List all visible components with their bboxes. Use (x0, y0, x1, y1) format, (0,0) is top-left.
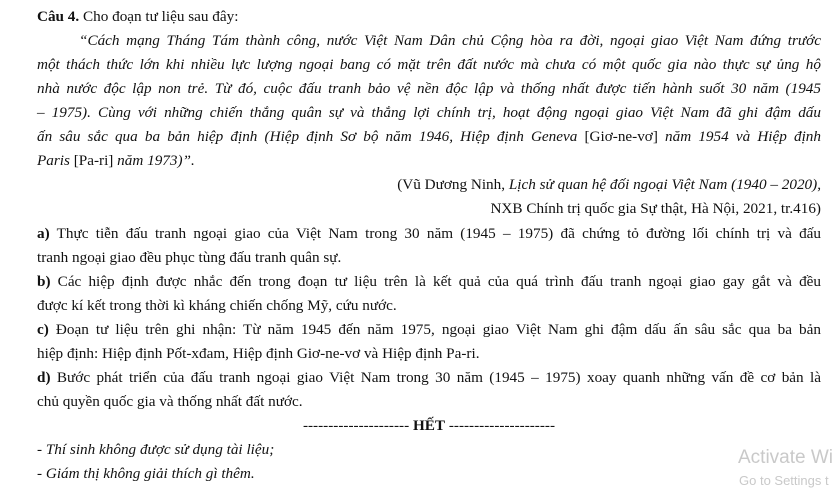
statement-d-text-2: chủ quyền quốc gia và thống nhất đất nước. (37, 393, 303, 410)
statement-d-text-1: Bước phát triển của đấu tranh ngoại giao Việt Nam trong 30 năm (1945 – 1975) xoay quanh những vấn đề cơ bản là (50, 369, 821, 386)
quote-text-6: năm 1973)”. (113, 152, 195, 169)
statement-c-line-1 (37, 318, 821, 342)
end-marker (37, 414, 821, 438)
statement-a-text-2: tranh ngoại giao đều phục tùng đấu tranh quân sự. (37, 249, 342, 266)
note-2-text: - Giám thị không giải thích gì thêm. (37, 465, 255, 482)
activation-watermark-subtitle: Go to Settings t (739, 473, 829, 488)
quote-text-4: – 1975). Cùng với những chiến thắng quân sự và thắng lợi chính trị, hoạt động ngoại giao Việt Nam đã ghi đậm dấu (37, 104, 821, 121)
quote-text-5: ấn sâu sắc qua ba bản hiệp định (Hiệp định Sơ bộ năm 1946, Hiệp định Geneva (37, 128, 578, 145)
citation-book: Lịch sử quan hệ đối ngoại Việt Nam (1940 – 2020) (508, 176, 818, 193)
statement-b-text-2: được kí kết trong thời kì kháng chiến chống Mỹ, cứu nước. (37, 297, 397, 314)
quote-text-1: “Cách mạng Tháng Tám thành công, nước Việt Nam Dân chủ Cộng hòa ra đời, ngoại giao Việt Nam đứng trước (79, 32, 821, 49)
quote-text-paris: Paris (37, 152, 70, 169)
statement-b-line-1 (37, 270, 821, 294)
statement-a-text-1: Thực tiễn đấu tranh ngoại giao của Việt Nam trong 30 năm (1945 – 1975) đã chứng tỏ đường lối chính trị và đấu (49, 225, 821, 242)
quote-line-3 (37, 77, 821, 101)
statement-c-text-1: Đoạn tư liệu trên ghi nhận: Từ năm 1945 đến năm 1975, ngoại giao Việt Nam ghi đậm dấu ấn sâu sắc qua ba bản (48, 321, 821, 338)
quote-line-5 (37, 125, 821, 149)
statement-c-label: c) (37, 321, 49, 338)
note-1-text: - Thí sinh không được sử dụng tài liệu; (37, 441, 275, 458)
citation-comma: , (817, 176, 821, 193)
quote-pronunciation-paris: [Pa-ri] (73, 152, 114, 169)
question-heading (37, 5, 821, 29)
citation-author: (Vũ Dương Ninh, (397, 176, 509, 193)
statement-d-label: d) (37, 369, 51, 386)
end-dashes-right: --------------------- (448, 417, 556, 434)
statement-a-label: a) (37, 225, 50, 242)
quote-text-5b: năm 1954 và Hiệp định (657, 128, 821, 145)
statement-d-line-2 (37, 390, 821, 414)
quote-line-6 (37, 149, 821, 173)
activation-watermark-title: Activate Wi (738, 447, 834, 468)
statement-b-text-1: Các hiệp định được nhắc đến trong đoạn tư liệu trên là kết quả của quá trình đấu tranh ngoại giao gay gắt và đều (50, 273, 821, 290)
statement-c-text-2: hiệp định: Hiệp định Pốt-xđam, Hiệp định Giơ-ne-vơ và Hiệp định Pa-ri. (37, 345, 480, 362)
quote-line-2 (37, 53, 821, 77)
question-label: Câu 4. (37, 8, 80, 25)
statement-d-line-1 (37, 366, 821, 390)
quote-pronunciation-geneva: [Giơ-ne-vơ] (584, 128, 658, 145)
statement-a-line-2 (37, 246, 821, 270)
citation-line-1 (37, 173, 821, 197)
quote-line-1 (79, 29, 821, 53)
quote-text-3: nhà nước độc lập non trẻ. Từ đó, cuộc đấu tranh bảo vệ nền độc lập và thống nhất được tiến hành suốt 30 năm (1945 (37, 80, 821, 97)
end-dashes-left: --------------------- (302, 417, 410, 434)
question-intro: Cho đoạn tư liệu sau đây: (79, 8, 239, 25)
note-1 (37, 438, 821, 462)
citation-line-2 (37, 197, 821, 221)
quote-text-2: một thách thức lớn khi nhiều lực lượng ngoại bang có mặt trên đất nước mà chưa có một quốc gia nào thực sự ủng hộ (37, 56, 821, 73)
statement-c-line-2 (37, 342, 821, 366)
note-2 (37, 462, 821, 486)
citation-publisher: NXB Chính trị quốc gia Sự thật, Hà Nội, 2021, tr.416) (490, 200, 821, 217)
statement-b-label: b) (37, 273, 51, 290)
end-text: HẾT (412, 417, 446, 434)
statement-a-line-1 (37, 222, 821, 246)
statement-b-line-2 (37, 294, 821, 318)
quote-line-4 (37, 101, 821, 125)
